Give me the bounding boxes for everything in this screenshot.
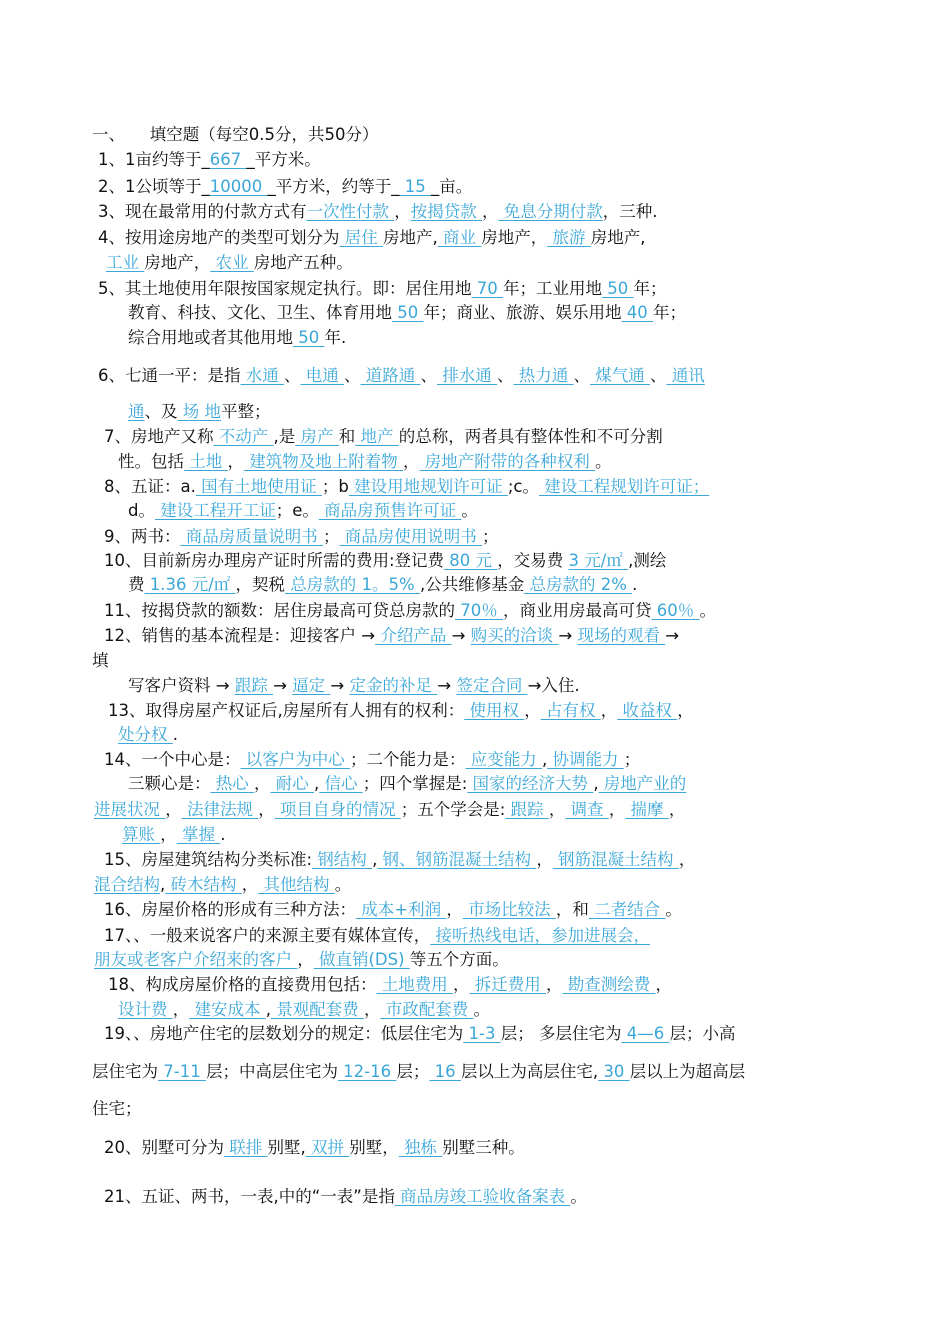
answer-blank: 按揭贷款 (410, 202, 482, 221)
answer-blank: 1-3 (463, 1024, 501, 1043)
answer-blank: 农业 (210, 253, 254, 272)
question-text: 2、1公顷等于_ (98, 177, 210, 196)
question-text: . (220, 825, 226, 844)
question-line (94, 874, 351, 896)
question-text: , (314, 774, 320, 793)
answer-blank: 总房款的 2% (524, 575, 633, 594)
question-text: ， (241, 875, 259, 894)
question-text: , (372, 850, 378, 869)
question-text: 层以上为超高层 (629, 1062, 746, 1081)
question-text: 3、现在最常用的付款方式有 (98, 202, 307, 221)
answer-blank: 居住 (339, 228, 383, 247)
question-text: ， (677, 701, 694, 720)
answer-blank: 接听热线电话，参加进展会， (430, 926, 650, 945)
question-text: ， (446, 900, 463, 919)
answer-blank: 进展状况 (94, 800, 166, 819)
question-line (104, 476, 709, 498)
question-text: , (593, 774, 599, 793)
question-text: ,是 (273, 427, 296, 446)
answer-blank: 70％ (455, 601, 503, 620)
question-line (104, 1137, 525, 1159)
question-text: → (451, 626, 471, 645)
answer-blank: 地产 (355, 427, 399, 446)
answer-blank: 独栋 (398, 1138, 443, 1157)
question-text: . (632, 575, 638, 594)
answer-blank: 80 元 (444, 551, 498, 570)
question-text: 层住宅为 (92, 1062, 158, 1081)
answer-blank: 房地产业的 (598, 774, 687, 793)
answer-blank: 道路通 (360, 366, 421, 385)
answer-blank: 揣摩 (625, 800, 669, 819)
answer-blank: 成本+利润 (356, 900, 447, 919)
question-line (94, 799, 685, 821)
answer-blank: 煤气通 (590, 366, 650, 385)
answer-blank: 处分权 (118, 725, 173, 744)
question-text: ， (172, 1000, 190, 1019)
question-text: 13、取得房屋产权证后,房屋所有人拥有的权利： (108, 701, 465, 720)
question-text: 年； (653, 303, 686, 322)
answer-blank: 勘查测绘费 (562, 975, 656, 994)
question-text: 1、1亩约等于_ (98, 150, 210, 169)
question-line (108, 700, 694, 722)
question-text: ， (524, 701, 541, 720)
question-text: 11、按揭贷款的额数：居住房最高可贷总房款的 (104, 601, 455, 620)
answer-blank: 70 (471, 279, 503, 298)
answer-blank: 钢结构 (312, 850, 373, 869)
answer-blank: 定金的补足 (349, 676, 438, 695)
question-text: → (273, 676, 293, 695)
question-text: 平整； (221, 402, 271, 421)
question-text: 16、房屋价格的形成有三种方法： (104, 900, 356, 919)
question-line (104, 1186, 587, 1208)
question-text: 17、、一般来说客户的来源主要有媒体宣传， (104, 926, 431, 945)
question-text: 住宅； (92, 1099, 142, 1118)
answer-blank: 收益权 (617, 701, 678, 720)
answer-blank: 商品房质量说明书 (180, 527, 323, 546)
answer-blank: 40 (621, 303, 653, 322)
question-text: ， (600, 701, 618, 720)
answer-blank: 掌握 (176, 825, 221, 844)
question-text: 房地产五种。 (253, 253, 353, 272)
answer-blank: 667 (209, 150, 247, 169)
question-text: → (558, 626, 578, 645)
question-text: ；二个能力是： (350, 750, 466, 769)
answer-blank: 免息分期付款 (498, 202, 603, 221)
question-text: 费 (128, 575, 145, 594)
question-text: ， (655, 975, 672, 994)
answer-blank: 建设用地规划许可证 (348, 477, 508, 496)
answer-blank: 建设工程规划许可证； (538, 477, 710, 496)
question-line (104, 925, 650, 947)
question-text: 写客户资料 → (128, 676, 235, 695)
question-line (104, 550, 666, 572)
question-text: ,公共维修基金 (419, 575, 525, 594)
answer-blank: 7-11 (158, 1062, 206, 1081)
question-text: , (160, 875, 166, 894)
question-text: 的总称，两者具有整体性和不可分割 (398, 427, 663, 446)
question-text: 年； (633, 279, 667, 298)
question-text: ， (160, 825, 177, 844)
question-text: ；四个掌握是: (362, 774, 468, 793)
question-text: 9、两书： (104, 527, 181, 546)
question-line (98, 149, 321, 171)
question-text: , (542, 750, 548, 769)
question-text: 性。包括 (118, 452, 184, 471)
answer-blank: 建筑物及地上附着物 (244, 452, 403, 471)
question-line (128, 500, 478, 522)
answer-blank: 使用权 (464, 701, 525, 720)
question-line (104, 600, 716, 622)
question-text: 、 (420, 366, 437, 385)
answer-blank: 50 (602, 279, 634, 298)
question-text: 、 (344, 366, 361, 385)
question-line (128, 675, 580, 697)
question-text: 6、七通一平：是指 (98, 366, 241, 385)
answer-blank: 不动产 (213, 427, 274, 446)
question-text: 填 (92, 651, 109, 670)
question-text: _平方米。 (246, 150, 321, 169)
question-line (128, 574, 637, 596)
question-line (98, 176, 472, 198)
answer-blank: 混合结构 (94, 875, 160, 894)
answer-blank: 30 (598, 1062, 630, 1081)
question-text: . (172, 725, 178, 744)
answer-blank: 信心 (319, 774, 363, 793)
answer-blank: 16 (429, 1062, 461, 1081)
question-text: ， (548, 800, 566, 819)
answer-blank: 国有土地使用证 (195, 477, 322, 496)
question-text: ， (668, 800, 686, 819)
answer-blank: 国家的经济大势 (467, 774, 594, 793)
answer-blank: 60％ (651, 601, 700, 620)
question-text: 15、房屋建筑结构分类标准: (104, 850, 313, 869)
question-text: 。 (461, 501, 478, 520)
question-text: 和 (338, 427, 356, 446)
question-text: 房地产, (590, 228, 646, 247)
question-text: 、 (284, 366, 301, 385)
question-text: 层；小高 (669, 1024, 736, 1043)
answer-blank: 联排 (224, 1138, 268, 1157)
question-text: 、 (573, 366, 590, 385)
question-text: ， (546, 975, 563, 994)
answer-blank: 算账 (122, 825, 161, 844)
answer-blank: 土地费用 (376, 975, 453, 994)
question-text: 别墅三种。 (442, 1138, 525, 1157)
answer-blank: 市政配套费 (380, 1000, 474, 1019)
question-text: 别墅, (267, 1138, 306, 1157)
answer-blank: 朋友或老客户介绍来的客户 (94, 950, 298, 969)
question-text: 层； (396, 1062, 430, 1081)
question-text: → (665, 626, 680, 645)
question-line (128, 773, 686, 795)
answer-blank: 钢、钢筋混凝土结构 (377, 850, 537, 869)
question-text: ， (453, 975, 470, 994)
question-text: → (330, 676, 350, 695)
answer-blank: 逼定 (292, 676, 331, 695)
answer-blank: 景观配套费 (271, 1000, 364, 1019)
answer-blank: 二者结合 (588, 900, 666, 919)
question-text: 。 (473, 1000, 490, 1019)
answer-blank: 土地 (184, 452, 228, 471)
question-line (98, 201, 658, 223)
answer-blank: 50 (392, 303, 424, 322)
question-line (118, 999, 490, 1021)
question-text: 10、目前新房办理房产证时所需的费用:登记费 (104, 551, 445, 570)
answer-blank: 4—6 (621, 1024, 670, 1043)
question-text: ；b (321, 477, 349, 496)
answer-blank: 3 元/㎡ (568, 551, 629, 570)
question-line (104, 1023, 735, 1045)
answer-blank: 耐心 (270, 774, 314, 793)
answer-blank: 跟踪 (505, 800, 549, 819)
answer-blank: 设计费 (118, 1000, 173, 1019)
question-text: ， (608, 800, 626, 819)
question-line (128, 302, 686, 324)
answer-blank: 50 (293, 328, 325, 347)
answer-blank: 介绍产品 (375, 626, 452, 645)
question-text: ， (403, 452, 420, 471)
question-text: 年. (324, 328, 347, 347)
answer-blank: 现场的观看 (577, 626, 666, 645)
question-text: 教育、科技、文化、卫生、体育用地 (128, 303, 392, 322)
question-text: ；e。 (275, 501, 319, 520)
question-text: 层； 多层住宅为 (500, 1024, 622, 1043)
question-text: _亩。 (430, 177, 473, 196)
question-text: 年；工业用地 (503, 279, 602, 298)
question-text: ， (297, 950, 314, 969)
question-text: 14、一个中心是： (104, 750, 241, 769)
question-text: 、 (650, 366, 667, 385)
question-line (104, 426, 663, 448)
question-line (104, 849, 695, 871)
answer-blank: 协调能力 (547, 750, 624, 769)
answer-blank: 做直销(DS) (313, 950, 410, 969)
answer-blank: 12-16 (337, 1062, 397, 1081)
answer-blank: 排水通 (437, 366, 497, 385)
answer-blank: 市场比较法 (462, 900, 556, 919)
answer-blank: 双拼 (305, 1138, 350, 1157)
answer-blank: 占有权 (540, 701, 601, 720)
question-text: 别墅， (349, 1138, 399, 1157)
answer-blank: 1.36 元/㎡ (144, 575, 236, 594)
question-text: 。 (334, 875, 352, 894)
question-text: 房地产， (144, 253, 211, 272)
answer-blank: 建安成本 (189, 1000, 266, 1019)
question-text: ， (364, 1000, 381, 1019)
question-text: 。 (595, 452, 612, 471)
question-text: ， (227, 452, 244, 471)
question-text: 综合用地或者其他用地 (128, 328, 293, 347)
question-text: 等五个方面。 (409, 950, 509, 969)
question-line (92, 1061, 745, 1083)
answer-blank: 钢筋混凝土结构 (552, 850, 679, 869)
question-text: ;c。 (507, 477, 539, 496)
question-line (106, 252, 353, 274)
answer-blank: 签定合同 (456, 676, 528, 695)
question-line (104, 899, 682, 921)
question-line (104, 526, 499, 548)
answer-blank: 购买的洽谈 (470, 626, 559, 645)
answer-blank: 总房款的 1。5% (285, 575, 420, 594)
question-line (98, 365, 705, 387)
answer-blank: 砖木结构 (165, 875, 242, 894)
question-text: 层以上为高层住宅, (460, 1062, 599, 1081)
question-text: ， (254, 774, 271, 793)
question-text: ,测绘 (628, 551, 667, 570)
answer-blank: 项目自身的情况 (274, 800, 401, 819)
question-text: ， (482, 202, 499, 221)
question-text: 层；中高层住宅为 (205, 1062, 338, 1081)
question-line (98, 227, 646, 249)
answer-blank: 场 地 (177, 402, 221, 421)
question-text: 年；商业、旅游、娱乐用地 (423, 303, 622, 322)
question-text: ，和 (555, 900, 589, 919)
question-line (94, 949, 509, 971)
question-text: ， (678, 850, 696, 869)
question-text: ，商业用房最高可贷 (503, 601, 652, 620)
answer-blank: 商业 (437, 228, 482, 247)
question-text: 。 (699, 601, 716, 620)
question-line (104, 749, 640, 771)
question-text: , (265, 1000, 271, 1019)
answer-blank: 房产 (295, 427, 339, 446)
question-text: 19、、房地产住宅的层数划分的规定：低层住宅为 (104, 1024, 464, 1043)
question-text: 房地产, (383, 228, 438, 247)
question-line (118, 451, 612, 473)
question-text: 5、其土地使用年限按国家规定执行。即：居住用地 (98, 279, 472, 298)
answer-blank: 法律法规 (181, 800, 259, 819)
question-line (104, 625, 679, 647)
answer-blank: 拆迁费用 (469, 975, 546, 994)
question-text: 、及 (144, 402, 178, 421)
answer-blank: 以客户为中心 (240, 750, 350, 769)
answer-blank: 水通 (240, 366, 284, 385)
question-text: ； (323, 527, 340, 546)
question-line (122, 824, 226, 846)
question-text: 18、构成房屋价格的直接费用包括： (108, 975, 377, 994)
question-line (118, 724, 178, 746)
question-text: d。 (128, 501, 155, 520)
question-text: ，三种. (602, 202, 658, 221)
answer-blank: 电通 (300, 366, 344, 385)
answer-blank: 应变能力 (465, 750, 542, 769)
question-text: 。 (665, 900, 682, 919)
answer-blank: 热心 (210, 774, 254, 793)
question-text: 8、五证：a. (104, 477, 196, 496)
question-text: _平方米，约等于_ (267, 177, 400, 196)
answer-blank: 商品房使用说明书 (339, 527, 482, 546)
answer-blank: 房地产附带的各种权利 (419, 452, 595, 471)
question-line (128, 327, 346, 349)
section-title: 一、 填空题（每空0.5分，共50分） (92, 125, 379, 144)
question-line (92, 1098, 142, 1120)
answer-blank: 商品房竣工验收备案表 (394, 1187, 571, 1206)
question-line (98, 278, 667, 300)
answer-blank: 通讯 (666, 366, 705, 385)
question-line (128, 401, 271, 423)
answer-blank: 热力通 (513, 366, 574, 385)
question-text: ， (536, 850, 553, 869)
question-text: ， (165, 800, 182, 819)
question-text: ， (258, 800, 275, 819)
question-text: ，交易费 (497, 551, 569, 570)
question-text: 房地产， (481, 228, 548, 247)
answer-blank: 建设工程开工证 (154, 501, 276, 520)
question-text: → (437, 676, 457, 695)
question-text: ； (482, 527, 499, 546)
answer-blank: 15 (399, 177, 431, 196)
question-text: 21、五证、两书，一表,中的“一表”是指 (104, 1187, 395, 1206)
question-text: ， (394, 202, 411, 221)
answer-blank: 一次性付款 (306, 202, 395, 221)
question-text: 4、按用途房地产的类型可划分为 (98, 228, 340, 247)
answer-blank: 通 (128, 402, 145, 421)
question-line (108, 974, 672, 996)
answer-blank: 跟踪 (234, 676, 274, 695)
question-text: 、 (497, 366, 514, 385)
question-text: ； (623, 750, 641, 769)
question-text: 20、别墅可分为 (104, 1138, 224, 1157)
question-text: ，契税 (235, 575, 286, 594)
answer-blank: 商品房预售许可证 (318, 501, 462, 520)
question-text: 12、销售的基本流程是：迎接客户 → (104, 626, 376, 645)
question-text: →入住. (527, 676, 580, 695)
answer-blank: 其他结构 (258, 875, 335, 894)
question-line (92, 650, 109, 672)
question-text: 7、房地产又称 (104, 427, 214, 446)
question-text: 三颗心是： (128, 774, 211, 793)
question-text: ；五个学会是: (400, 800, 506, 819)
answer-blank: 旅游 (547, 228, 591, 247)
answer-blank: 10000 (209, 177, 268, 196)
question-text: 。 (570, 1187, 587, 1206)
answer-blank: 调查 (565, 800, 609, 819)
answer-blank: 工业 (106, 253, 145, 272)
